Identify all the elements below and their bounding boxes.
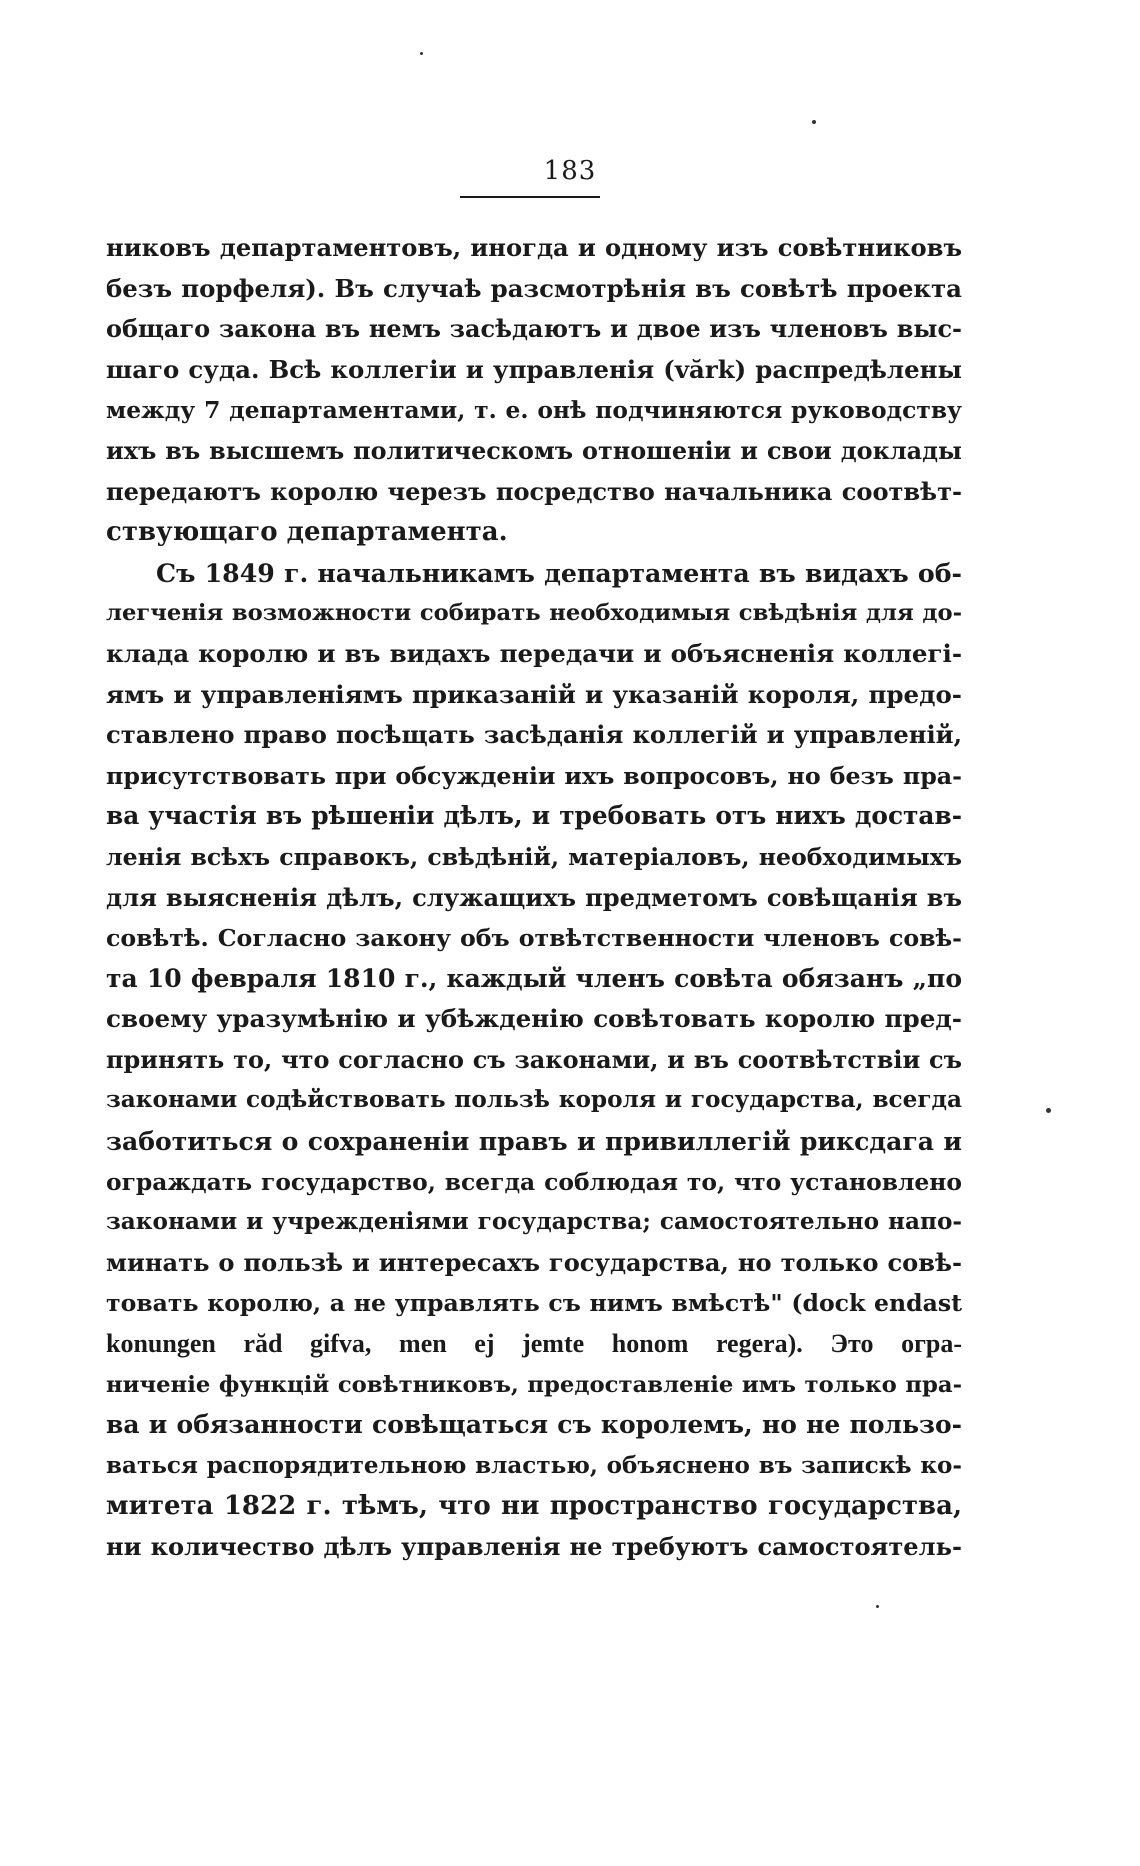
ink-speck <box>1046 1108 1051 1113</box>
text-line: законами и учрежденіями государства; самостоятельно напо- <box>106 1208 962 1236</box>
paragraph-start-line: Съ 1849 г. начальникамъ департамента въ видахъ об- <box>156 557 962 588</box>
text-line: принять то, что согласно съ законами, и въ соотвѣтствіи съ <box>106 1045 962 1074</box>
text-line: законами содѣйствовать пользѣ короля и государства, всегда <box>106 1086 962 1114</box>
text-line: ограждать государство, всегда соблюдая то, что установлено <box>106 1167 962 1196</box>
text-line: присутствовать при обсужденіи ихъ вопросовъ, но безъ пра- <box>106 761 962 790</box>
text-line: ствующаго департамента. <box>106 517 508 548</box>
text-line: konungen răd gifva, men ej jemte honom regera). Это огра- <box>106 1329 962 1359</box>
page-number: 183 <box>543 156 597 186</box>
text-line: безъ порфеля). Въ случаѣ разсмотрѣнія въ совѣтѣ проекта <box>106 273 962 303</box>
text-line: совѣтѣ. Согласно закону объ отвѣтственности членовъ совѣ- <box>106 924 962 953</box>
text-line: ваться распорядительною властью, объяснено въ запискѣ ко- <box>106 1451 962 1479</box>
ink-speck <box>420 52 423 55</box>
page-number-rule <box>460 196 600 198</box>
text-line: митета 1822 г. тѣмъ, что ни пространство государства, <box>106 1491 962 1522</box>
text-line: между 7 департаментами, т. е. онѣ подчиняются руководству <box>106 396 962 425</box>
text-line: ямъ и управленіямъ приказаній и указаній короля, предо- <box>106 679 962 709</box>
text-line: минать о пользѣ и интересахъ государства, но только совѣ- <box>106 1247 962 1277</box>
text-line: заботиться о сохраненіи правъ и привиллегій риксдага и <box>106 1126 962 1157</box>
text-line: ва и обязанности совѣщаться съ королемъ, но не пользо- <box>106 1410 962 1440</box>
body-text <box>106 228 962 1568</box>
text-line: клада королю и въ видахъ передачи и объясненія коллегі- <box>106 638 962 668</box>
ink-speck <box>812 120 816 124</box>
text-line: та 10 февраля 1810 г., каждый членъ совѣта обязанъ „по <box>106 963 962 993</box>
text-line: ниченіе функцій совѣтниковъ, предоставленіе имъ только пра- <box>106 1371 962 1398</box>
text-line: своему уразумѣнію и убѣжденію совѣтовать королю пред- <box>106 1004 962 1034</box>
text-line: общаго закона въ немъ засѣдаютъ и двое изъ членовъ выс- <box>106 314 962 344</box>
text-line: ставлено право посѣщать засѣданія коллегій и управленій, <box>106 720 962 750</box>
text-line: ихъ въ высшемъ политическомъ отношеніи и свои доклады <box>106 436 962 465</box>
text-line: никовъ департаментовъ, иногда и одному изъ совѣтниковъ <box>106 233 962 262</box>
text-line: передаютъ королю черезъ посредство начальника соотвѣт- <box>106 476 962 506</box>
text-line: шаго суда. Всѣ коллегіи и управленія (vărk) распредѣлены <box>106 354 962 384</box>
text-line: ни количество дѣлъ управленія не требуютъ самостоятель- <box>106 1532 962 1561</box>
text-line: для выясненія дѣлъ, служащихъ предметомъ совѣщанія въ <box>106 882 962 912</box>
text-line: товать королю, а не управлять съ нимъ вмѣстѣ" (dock endast <box>106 1289 962 1318</box>
text-line: ленія всѣхъ справокъ, свѣдѣній, матеріаловъ, необходимыхъ <box>106 842 962 871</box>
text-line: легченія возможности собирать необходимыя свѣдѣнія для до- <box>106 600 962 627</box>
text-line: ва участія въ рѣшеніи дѣлъ, и требовать отъ нихъ достав- <box>106 801 962 831</box>
ink-speck <box>876 1605 879 1608</box>
